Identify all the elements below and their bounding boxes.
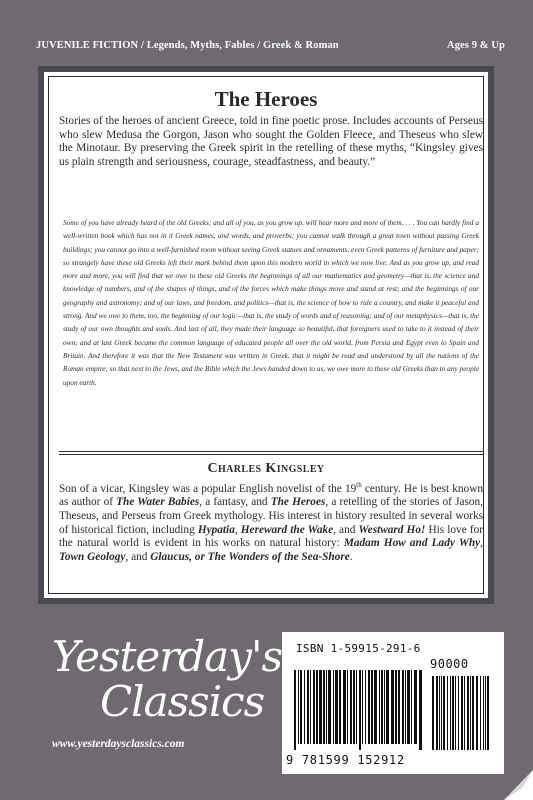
panel-border xyxy=(48,76,484,594)
age-range-label: Ages 9 & Up xyxy=(447,40,505,51)
barcode-bar xyxy=(395,670,397,744)
barcode-bar xyxy=(326,670,327,744)
barcode-bar xyxy=(365,670,366,744)
barcode-bar xyxy=(298,670,299,744)
addon-bar xyxy=(432,676,434,750)
addon-bar xyxy=(441,676,442,750)
addon-bar xyxy=(480,676,481,750)
addon-bar xyxy=(443,676,445,750)
work-title: Hypatia xyxy=(197,523,235,536)
addon-bar xyxy=(452,676,454,750)
barcode-bar xyxy=(328,670,331,744)
work-title: Madam How and Lady Why xyxy=(343,537,481,550)
barcode-bar xyxy=(374,670,377,744)
barcode-bar xyxy=(343,670,346,744)
addon-bar xyxy=(470,676,471,750)
work-title: Town Geology xyxy=(59,550,126,563)
barcode-bar xyxy=(300,670,302,744)
ean-number: 9 781599 152912 xyxy=(286,753,405,767)
barcode-bar xyxy=(379,670,380,744)
ean-barcode xyxy=(294,670,494,750)
barcode-bar xyxy=(398,670,400,744)
author-bio: Son of a vicar, Kingsley was a popular English novelist of the 19th century. He is best known as author of The Water Babies, a fantasy, and The Heroes, a retelling of the stories of Jason, Theseus, and Perseus from Greek mythology. His interest in history resulted in several works of historical fiction, including Hypatia, Hereward the Wake, and Westward Ho! His love for the natural world is evident in his works on natural history: Madam How and Lady Why, Town Geology, and Glaucus, or The Wonders of the Sea-Shore. xyxy=(59,481,483,563)
addon-bar xyxy=(476,676,478,750)
addon-bar xyxy=(450,676,451,750)
barcode-bar xyxy=(368,670,370,744)
barcode-bar xyxy=(319,670,322,744)
barcode-bar xyxy=(310,670,311,744)
addon-bar xyxy=(461,676,463,750)
divider-bottom xyxy=(59,454,483,455)
work-title: Glaucus, or The Wonders of the Sea-Shore xyxy=(150,550,350,563)
barcode-bar xyxy=(335,670,338,744)
barcode-bar xyxy=(304,670,305,744)
category-header xyxy=(0,40,533,51)
work-title: The Water Babies xyxy=(116,496,200,509)
addon-bar xyxy=(487,676,489,750)
barcode-bar xyxy=(386,670,389,744)
barcode-bar xyxy=(362,670,363,744)
barcode-bar xyxy=(407,670,410,744)
barcode-bar xyxy=(333,670,334,744)
barcode-bar xyxy=(359,670,361,750)
barcode-bar xyxy=(294,670,296,750)
addon-bar xyxy=(436,676,438,750)
addon-bar xyxy=(464,676,465,750)
addon-bar xyxy=(447,676,448,750)
work-title: The Heroes xyxy=(270,496,326,509)
barcode-bar xyxy=(307,670,309,744)
addon-bar xyxy=(483,676,484,750)
barcode-bar xyxy=(391,670,394,744)
publisher-url[interactable]: www.yesterdaysclassics.com xyxy=(52,738,185,750)
work-title: Westward Ho! xyxy=(358,523,426,536)
addon-bar xyxy=(467,676,469,750)
barcode-bar xyxy=(384,670,385,744)
barcode-bar xyxy=(350,670,352,744)
barcode-bar xyxy=(371,670,373,744)
barcode-bar xyxy=(419,670,422,750)
book-intro: Stories of the heroes of ancient Greece, told in fine poetic prose. Includes accounts of Perseus who slew Medusa the Gorgon, Jason who sought the Golden Fleece, and Theseus who slew the Minotaur. By preserving the Greek spirit in the retelling of these myths, “Kingsley gives us plain strength and seriousness, courage, steadfastness, and beauty.” xyxy=(59,115,483,168)
description-panel xyxy=(38,66,494,604)
barcode-bar xyxy=(339,670,341,744)
addon-bar xyxy=(485,676,486,750)
barcode-bar xyxy=(353,670,355,744)
author-name: Charles Kingsley xyxy=(207,461,325,476)
barcode-bar xyxy=(313,670,315,744)
barcode-panel xyxy=(282,632,504,774)
barcode-bar xyxy=(402,670,404,744)
book-title: The Heroes xyxy=(214,87,318,111)
barcode-bar xyxy=(356,670,357,744)
barcode-bar xyxy=(316,670,318,744)
work-title: Hereward the Wake xyxy=(240,523,334,536)
category-label: JUVENILE FICTION / Legends, Myths, Fables / Greek & Roman xyxy=(36,40,339,51)
divider-top xyxy=(59,451,483,452)
addon-bar xyxy=(455,676,456,750)
book-excerpt: Some of you have already heard of the old Greeks; and all of you, as you grow up, will hear more and more of them. . . . You can hardly find a well-written book which has not in it Greek names, and words, and proverbs; you cannot walk through a great town without passing Greek buildings; you cannot go into a well-furnished room without seeing Greek statues and ornaments, even Greek patterns of furniture and paper; so strangely have these old Greeks left their mark behind them upon this modern world in which we now live. And as you grow up, and read more and more, you will find that we owe to these old Greeks the beginnings of all our mathematics and geometry—that is, the science and knowledge of numbers, and of the shapes of things, and of the forces which make things move and stand at rest; and the beginnings of our geography and astronomy; and of our laws, and freedom, and politics—that is, the science of how to rule a country, and make it peaceful and strong. And we owe to them, too, the beginning of our logic—that is, the study of words and of reasoning; and of our metaphysics—that is, the study of our own thoughts and souls. And last of all, they made their language so beautiful, that foreigners used to take to it instead of their own; and at last Greek became the common language of educated people all over the old world, from Persia and Egypt even to Spain and Britain. And therefore it was that the New Testament was written in Greek, that it might be read and understood by all the nations of the Roman empire; so that next to the Jews, and the Bible which the Jews handed down to us, we owe more to these old Greeks than to any people upon earth. xyxy=(63,218,479,387)
barcode-bar xyxy=(381,670,383,744)
addon-bar xyxy=(439,676,440,750)
isbn-label: ISBN 1-59915-291-6 xyxy=(296,642,421,655)
addon-bar xyxy=(472,676,474,750)
publisher-logo-line1: Yesterday's xyxy=(52,632,283,681)
barcode-bar xyxy=(347,670,348,744)
ordinal-suffix: th xyxy=(356,481,362,489)
page-curl xyxy=(504,770,533,800)
price-code: 90000 xyxy=(430,657,469,671)
addon-bar xyxy=(458,676,459,750)
barcode-bar xyxy=(411,670,412,744)
publisher-logo-line2: Classics xyxy=(100,677,265,726)
barcode-bar xyxy=(405,670,406,744)
barcode-bar xyxy=(323,670,325,744)
barcode-bar xyxy=(414,670,417,744)
